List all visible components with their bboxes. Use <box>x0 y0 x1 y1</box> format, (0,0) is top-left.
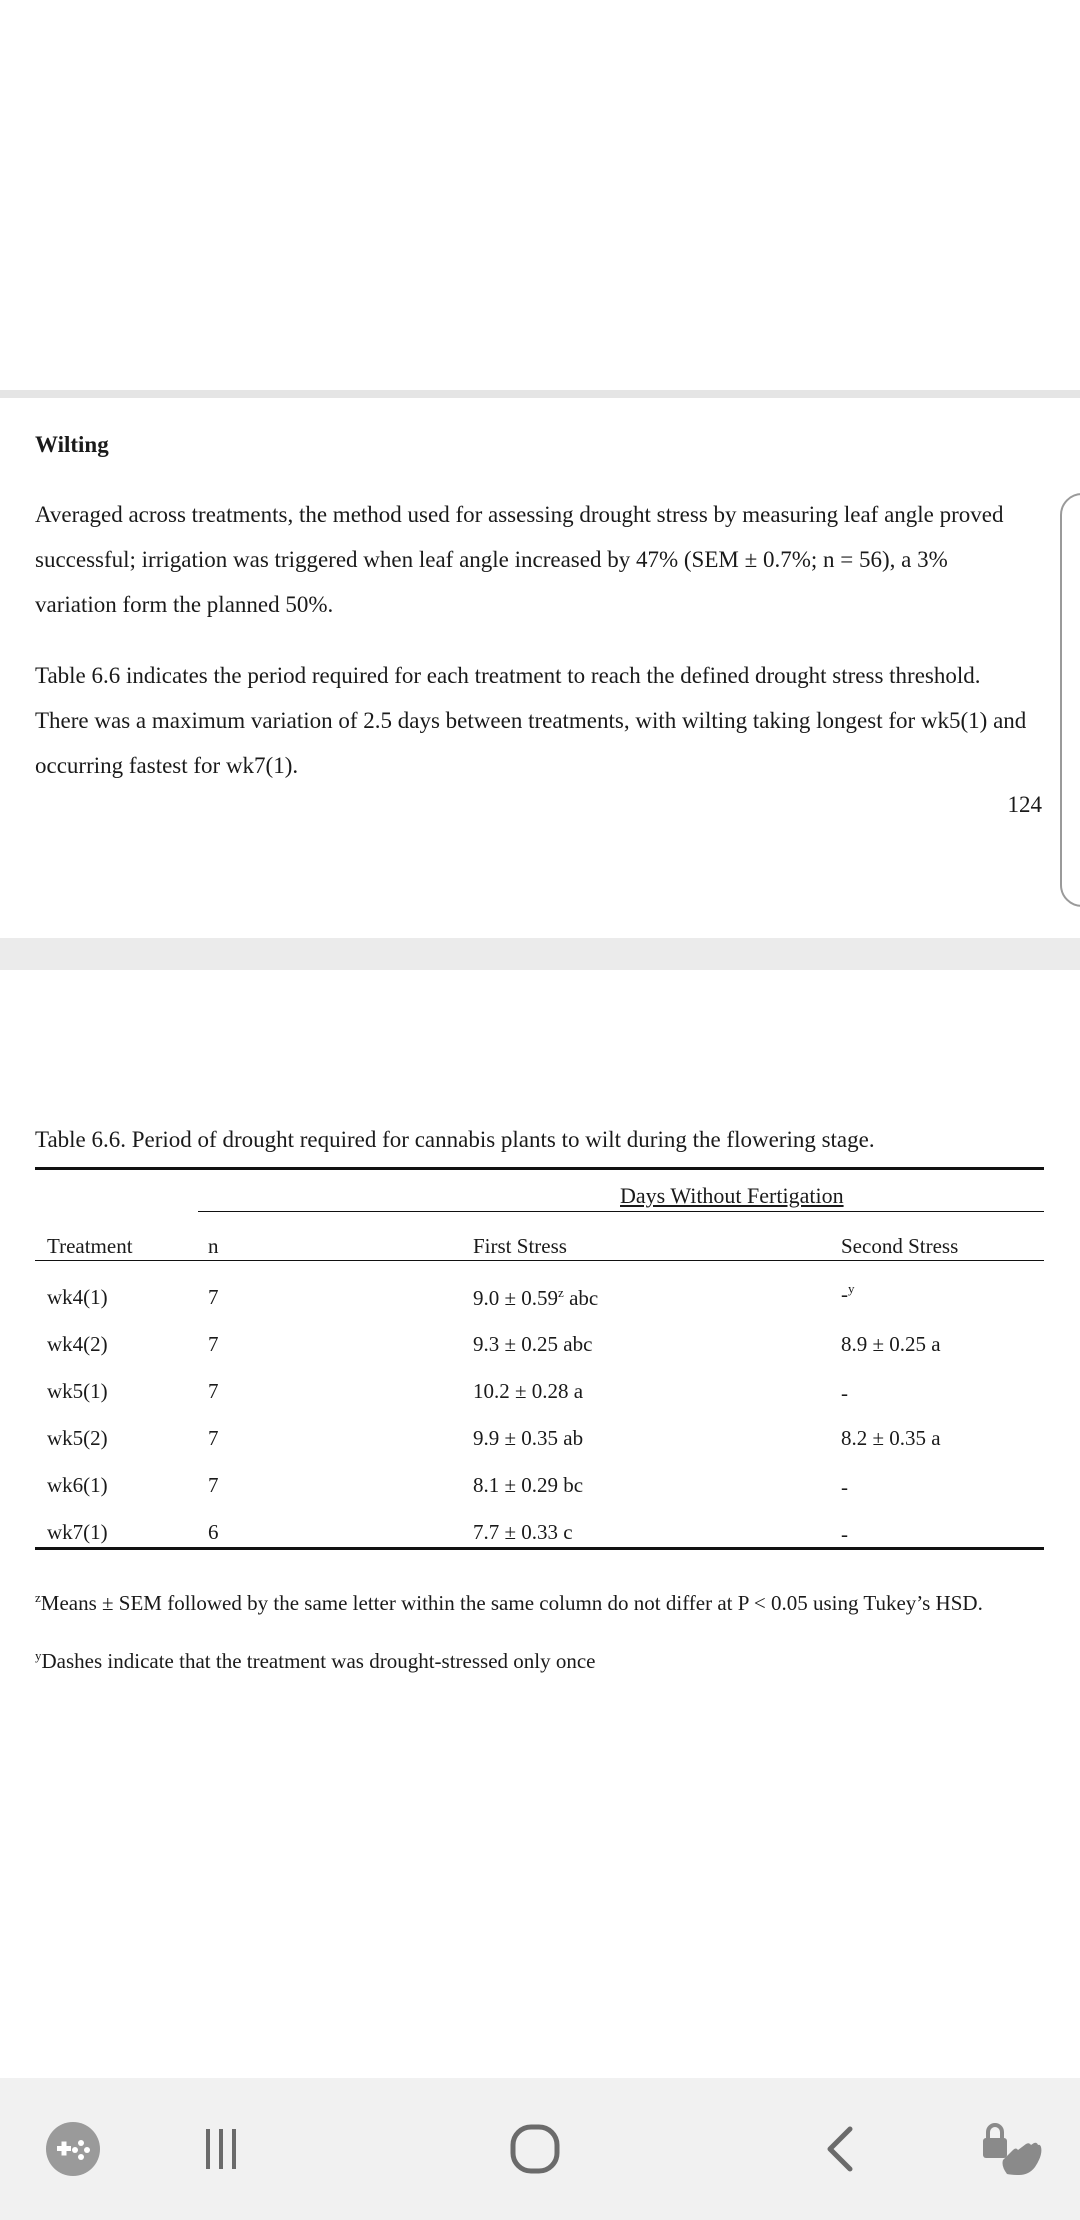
scroll-handle[interactable] <box>1060 493 1080 907</box>
group-header: Days Without Fertigation <box>620 1183 844 1208</box>
table-cell-n: 7 <box>208 1332 219 1356</box>
table-cell-treatment: wk7(1) <box>47 1520 108 1544</box>
table-cell-treatment: wk5(2) <box>47 1426 108 1450</box>
table-cell-second-stress: - <box>841 1475 848 1499</box>
navigation-bar <box>0 2078 1080 2220</box>
table-cell-first-stress: 8.1 ± 0.29 bc <box>473 1473 584 1497</box>
header-rule <box>35 1260 1044 1261</box>
table-cell-n: 7 <box>208 1473 219 1497</box>
table-cell-first-stress: $9.0 \pm 0.59^z$ abc <box>473 1285 599 1310</box>
column-header-second-stress: Second Stress <box>841 1234 959 1258</box>
table-cell-n: 7 <box>208 1379 219 1403</box>
table-cell-second-stress: - <box>841 1522 848 1546</box>
column-header-treatment: Treatment <box>47 1234 133 1258</box>
table-cell-first-stress: 9.9 ± 0.35 ab <box>473 1426 584 1450</box>
table-bottom-rule <box>35 1547 1044 1550</box>
table-cell-second-stress: 8.9 ± 0.25 a <box>841 1332 941 1356</box>
paragraph-2: Table 6.6 indicates the period required for each treatment to reach the defined drought stress threshold. There was a maximum variation of 2.5 days between treatments, with wilting taking longest for wk5(1) and occurring fastest for wk7(1). <box>35 663 1027 778</box>
group-rule <box>198 1211 1044 1212</box>
table-cell-n: 7 <box>208 1285 219 1309</box>
page-separator <box>0 390 1080 398</box>
section-heading: Wilting <box>35 432 109 457</box>
page-separator <box>0 938 1080 970</box>
table-cell-n: 6 <box>208 1520 219 1544</box>
table-cell-second-stress: 8.2 ± 0.35 a <box>841 1426 941 1450</box>
column-header-n: n <box>208 1234 219 1258</box>
paragraph-1: Averaged across treatments, the method used for assessing drought stress by measuring leaf angle proved successful; irrigation was triggered when leaf angle increased by 47% (SEM ± 0.7%; n = 56), a 3% variation form the planned 50%. <box>35 502 1004 617</box>
table-caption: Table 6.6. Period of drought required for cannabis plants to wilt during the flowering stage. <box>35 1127 875 1152</box>
game-launcher-icon[interactable] <box>38 2114 108 2184</box>
blank-top-area <box>0 0 1080 390</box>
footnote-z: $^z$Means ± SEM followed by the same letter within the same column do not differ at P < 0.05 using Tukey’s HSD. <box>35 1590 983 1615</box>
home-icon[interactable] <box>500 2114 570 2184</box>
table-cell-treatment: wk4(1) <box>47 1285 108 1309</box>
back-icon[interactable] <box>805 2114 875 2184</box>
table-cell-first-stress: 7.7 ± 0.33 c <box>473 1520 573 1544</box>
table-cell-treatment: wk5(1) <box>47 1379 108 1403</box>
footnote-y: $^y$Dashes indicate that the treatment was drought-stressed only once <box>35 1648 596 1673</box>
table-cell-second-stress: -$^y$ <box>841 1281 855 1306</box>
table-cell-first-stress: 9.3 ± 0.25 abc <box>473 1332 593 1356</box>
lock-hand-icon[interactable] <box>975 2114 1045 2184</box>
table-cell-n: 7 <box>208 1426 219 1450</box>
page-number: 124 <box>1007 792 1042 817</box>
table-cell-treatment: wk6(1) <box>47 1473 108 1497</box>
table-cell-treatment: wk4(2) <box>47 1332 108 1356</box>
table-cell-second-stress: - <box>841 1381 848 1405</box>
column-header-first-stress: First Stress <box>473 1234 567 1258</box>
table-cell-first-stress: 10.2 ± 0.28 a <box>473 1379 584 1403</box>
recent-apps-icon[interactable] <box>186 2114 256 2184</box>
table-top-rule <box>35 1167 1044 1170</box>
